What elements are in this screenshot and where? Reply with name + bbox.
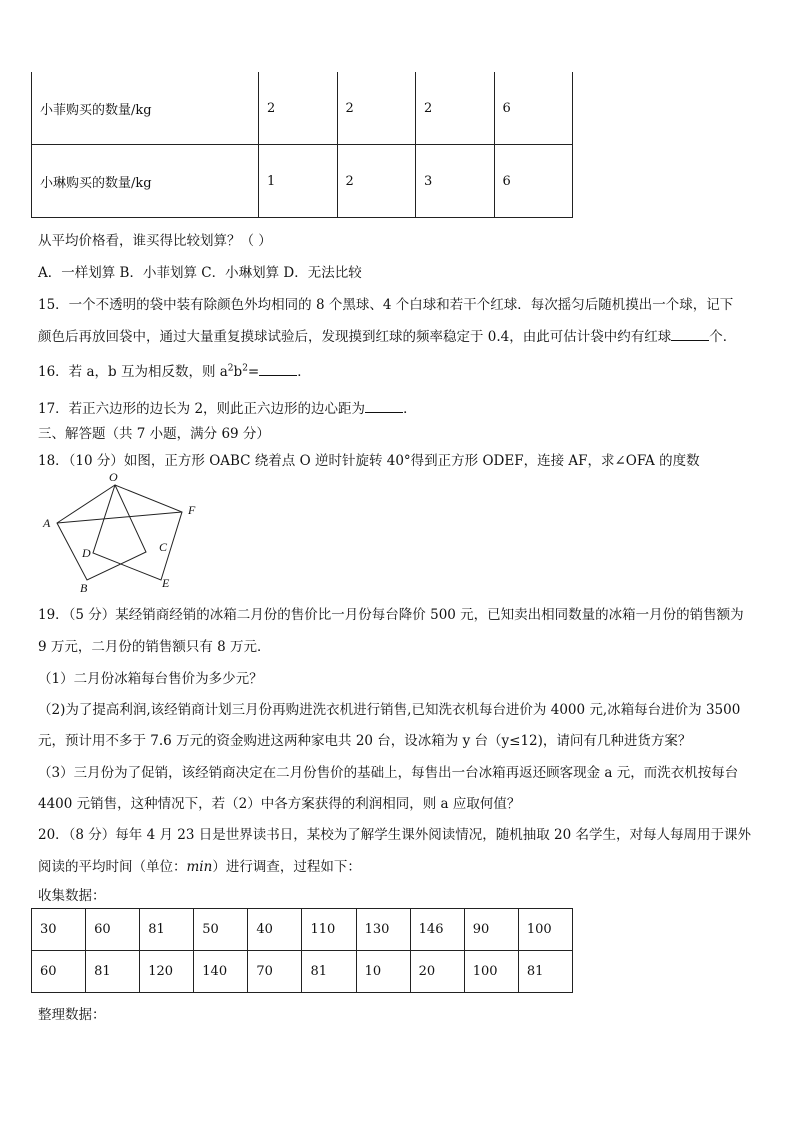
- answer-blank: [671, 328, 709, 341]
- table-cell: 30: [32, 909, 86, 951]
- q15-end: 个．: [709, 329, 737, 345]
- point-label-b: B: [80, 581, 88, 595]
- q16-equals: =: [247, 364, 260, 380]
- q16-exponent: 2: [227, 363, 234, 374]
- point-label-o: O: [109, 470, 118, 484]
- q19-part1: （1）二月份冰箱每台售价为多少元？: [38, 671, 263, 687]
- q15-line1: 15．一个不透明的袋中装有除颜色外均相同的 8 个黑球、4 个白球和若干个红球．每次摇匀后随机摸出一个球，记下: [38, 297, 734, 313]
- q16-text: 16．若 a，b 互为相反数，则 a: [38, 364, 228, 380]
- table-cell: 50: [194, 909, 248, 951]
- q19-line1: 19．（5 分）某经销商经销的冰箱二月份的售价比一月份每台降价 500 元，已知卖出相同数量的冰箱一月份的销售额为: [38, 607, 744, 623]
- q16-text-b: b: [233, 364, 243, 380]
- table-cell: 110: [302, 909, 356, 951]
- q15-line2: [38, 325, 736, 345]
- point-label-f: F: [188, 503, 196, 517]
- section-heading: 三、解答题（共 7 小题，满分 69 分）: [38, 426, 270, 442]
- table-row: [32, 145, 573, 218]
- q17-text: 17．若正六边形的边长为 2，则此正六边形的边心距为: [38, 401, 366, 417]
- table-cell: 3: [416, 145, 495, 218]
- q14-options: A．一样划算 B．小菲划算 C．小琳划算 D．无法比较: [38, 265, 362, 281]
- table-cell: 2: [416, 72, 495, 145]
- q20-text-b: ）进行调查，过程如下：: [212, 859, 361, 875]
- q15-text: 颜色后再放回袋中，通过大量重复摸球试验后，发现摸到红球的频率稳定于 0.4，由此可估计袋中约有红球: [38, 329, 672, 345]
- q19-line2: 9 万元，二月份的销售额只有 8 万元．: [38, 639, 271, 655]
- table-cell: 81: [140, 909, 194, 951]
- q19-part3-line1: （3）三月份为了促销，该经销商决定在二月份售价的基础上，每售出一台冰箱再返还顾客现金 a 元，而洗衣机按每台: [38, 765, 739, 781]
- table-cell: 40: [248, 909, 302, 951]
- table-row: [32, 951, 573, 993]
- table-row: [32, 72, 573, 145]
- table-cell: 90: [464, 909, 518, 951]
- collect-data-label: 收集数据：: [38, 888, 106, 904]
- table-cell: 60: [32, 951, 86, 993]
- q20-line1: 20．（8 分）每年 4 月 23 日是世界读书日，某校为了解学生课外阅读情况，随机抽取 20 名学生，对每人每周用于课外: [38, 827, 752, 843]
- table-cell: 100: [518, 909, 572, 951]
- table-cell: 小菲购买的数量/kg: [32, 72, 259, 145]
- table-cell: 2: [337, 72, 416, 145]
- q19-part2-line1: （2)为了提高利润,该经销商计划三月份再购进洗衣机进行销售,已知洗衣机每台进价为 4000 元,冰箱每台进价为 3500: [38, 702, 741, 718]
- table-cell: 146: [410, 909, 464, 951]
- organize-data-label: 整理数据：: [38, 1007, 106, 1023]
- table-cell: 140: [194, 951, 248, 993]
- table-cell: 81: [302, 951, 356, 993]
- table-cell: 6: [494, 72, 573, 145]
- q17: [38, 397, 417, 417]
- q18-text: 18．（10 分）如图，正方形 OABC 绕着点 O 逆时针旋转 40°得到正方形 ODEF，连接 AF，求∠OFA 的度数: [38, 453, 700, 469]
- table-cell: 60: [86, 909, 140, 951]
- table-cell: 2: [337, 145, 416, 218]
- segment-af: [57, 512, 182, 523]
- table-cell: 120: [140, 951, 194, 993]
- table-cell: 10: [356, 951, 410, 993]
- answer-blank: [365, 400, 403, 413]
- point-label-d: D: [82, 546, 91, 560]
- q17-end: ．: [403, 401, 417, 417]
- q20-text: 阅读的平均时间（单位：: [38, 859, 187, 875]
- q16: [38, 360, 311, 380]
- answer-blank: [259, 363, 297, 376]
- point-label-a: A: [43, 516, 51, 530]
- purchase-quantity-table: [31, 72, 573, 218]
- point-label-c: C: [159, 540, 168, 554]
- rotated-squares-figure: [38, 470, 208, 595]
- q16-exponent: 2: [242, 363, 248, 374]
- square-oabc: [57, 485, 146, 580]
- q20-unit: min: [186, 859, 213, 875]
- q19-part2-line2: 元，预计用不多于 7.6 万元的资金购进这两种家电共 20 台，设冰箱为 y 台（y≤12)，请问有几种进货方案？: [38, 733, 692, 749]
- table-cell: 130: [356, 909, 410, 951]
- table-cell: 81: [518, 951, 572, 993]
- table-cell: 小琳购买的数量/kg: [32, 145, 259, 218]
- table-cell: 100: [464, 951, 518, 993]
- table-cell: 70: [248, 951, 302, 993]
- table-cell: 6: [494, 145, 573, 218]
- reading-time-data-table: [31, 908, 573, 993]
- table-cell: 81: [86, 951, 140, 993]
- point-label-e: E: [162, 576, 170, 590]
- q14-question: 从平均价格看，谁买得比较划算？（ ）: [38, 233, 272, 249]
- q16-end: ．: [297, 364, 311, 380]
- table-cell: 1: [259, 145, 338, 218]
- q20-line2: [38, 855, 361, 875]
- table-row: [32, 909, 573, 951]
- table-cell: 20: [410, 951, 464, 993]
- table-cell: 2: [259, 72, 338, 145]
- q19-part3-line2: 4400 元销售，这种情况下，若（2）中各方案获得的利润相同，则 a 应取何值？: [38, 796, 521, 812]
